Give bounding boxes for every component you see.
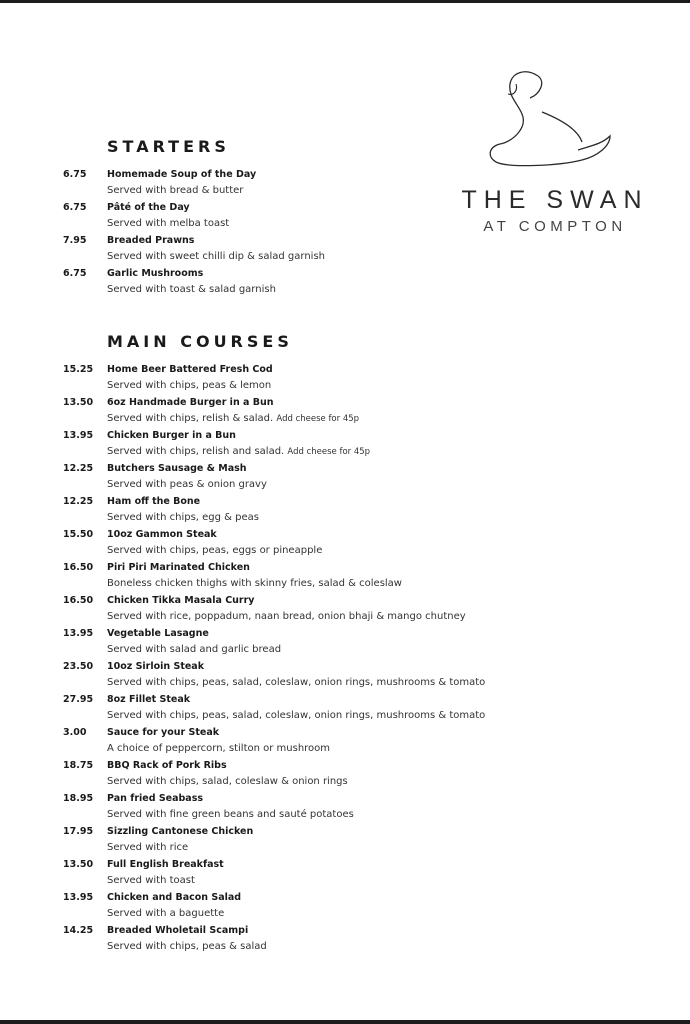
item-name: Ham off the Bone: [107, 496, 201, 507]
brand-name: THE SWAN: [461, 186, 649, 214]
item-price: 15.50: [63, 529, 94, 540]
menu-item: [0, 495, 690, 528]
item-description-line: [107, 413, 359, 424]
menu-item: [0, 792, 690, 825]
item-description: Boneless chicken thighs with skinny fries, salad & coleslaw: [107, 578, 402, 589]
item-name: Breaded Prawns: [107, 235, 195, 246]
item-description: Served with salad and garlic bread: [107, 644, 282, 655]
item-price: 13.50: [63, 397, 94, 408]
item-name: Breaded Wholetail Scampi: [107, 925, 249, 936]
item-note: Add cheese for 45p: [287, 447, 371, 457]
item-name: Chicken Tikka Masala Curry: [107, 595, 255, 606]
item-name: Piri Piri Marinated Chicken: [107, 562, 250, 573]
item-price: 12.25: [63, 463, 94, 474]
menu-item: [0, 924, 690, 957]
item-name: Pâté of the Day: [107, 202, 190, 213]
menu-item: [0, 660, 690, 693]
menu-item: [0, 858, 690, 891]
item-description: Served with toast: [107, 875, 195, 886]
menu-item: [0, 462, 690, 495]
item-description: Served with chips, peas & lemon: [107, 380, 272, 391]
item-description: Served with peas & onion gravy: [107, 479, 267, 490]
menu-item: [0, 891, 690, 924]
item-description: Served with bread & butter: [107, 185, 244, 196]
item-name: Chicken Burger in a Bun: [107, 430, 236, 441]
bottom-border: [0, 1020, 690, 1024]
item-note: Add cheese for 45p: [276, 414, 360, 424]
menu-item: [0, 363, 690, 396]
item-price: 13.95: [63, 430, 94, 441]
item-name: 6oz Handmade Burger in a Bun: [107, 397, 274, 408]
item-price: 7.95: [63, 235, 87, 246]
item-price: 12.25: [63, 496, 94, 507]
item-description: Served with fine green beans and sauté potatoes: [107, 809, 354, 820]
starters-heading: STARTERS: [107, 137, 230, 156]
item-price: 15.25: [63, 364, 94, 375]
item-description: Served with a baguette: [107, 908, 225, 919]
item-name: Vegetable Lasagne: [107, 628, 209, 639]
item-price: 18.95: [63, 793, 94, 804]
item-name: Chicken and Bacon Salad: [107, 892, 242, 903]
swan-icon: [478, 68, 618, 174]
starters-list: [0, 168, 690, 300]
item-description: Served with sweet chilli dip & salad garnish: [107, 251, 325, 262]
menu-item: [0, 825, 690, 858]
menu-item: [0, 267, 690, 300]
item-description: Served with chips, peas, eggs or pineapple: [107, 545, 323, 556]
item-name: Full English Breakfast: [107, 859, 224, 870]
item-name: 10oz Gammon Steak: [107, 529, 217, 540]
item-price: 6.75: [63, 202, 87, 213]
main-courses-list: [0, 363, 690, 957]
item-name: Pan fried Seabass: [107, 793, 204, 804]
item-price: 14.25: [63, 925, 94, 936]
item-name: Garlic Mushrooms: [107, 268, 204, 279]
menu-item: [0, 168, 690, 201]
item-price: 6.75: [63, 169, 87, 180]
main-courses-heading: MAIN COURSES: [107, 332, 293, 351]
item-description-line: [107, 446, 370, 457]
item-name: Homemade Soup of the Day: [107, 169, 257, 180]
menu-item: [0, 429, 690, 462]
item-name: BBQ Rack of Pork Ribs: [107, 760, 227, 771]
menu-item: [0, 234, 690, 267]
item-price: 13.95: [63, 628, 94, 639]
menu-item: [0, 693, 690, 726]
item-price: 23.50: [63, 661, 94, 672]
menu-item: [0, 528, 690, 561]
item-description: Served with chips, egg & peas: [107, 512, 259, 523]
item-description: Served with chips, relish and salad.: [107, 446, 285, 457]
item-name: Home Beer Battered Fresh Cod: [107, 364, 273, 375]
item-price: 13.50: [63, 859, 94, 870]
item-description: Served with chips, peas, salad, coleslaw, onion rings, mushrooms & tomato: [107, 677, 486, 688]
item-price: 17.95: [63, 826, 94, 837]
item-price: 13.95: [63, 892, 94, 903]
item-name: 10oz Sirloin Steak: [107, 661, 205, 672]
menu-item: [0, 726, 690, 759]
item-description: Served with rice: [107, 842, 189, 853]
item-price: 27.95: [63, 694, 94, 705]
item-description: Served with chips, relish & salad.: [107, 413, 274, 424]
item-description: A choice of peppercorn, stilton or mushroom: [107, 743, 331, 754]
menu-item: [0, 201, 690, 234]
menu-item: [0, 561, 690, 594]
item-description: Served with chips, peas & salad: [107, 941, 267, 952]
item-description: Served with rice, poppadum, naan bread, onion bhaji & mango chutney: [107, 611, 466, 622]
item-name: Sizzling Cantonese Chicken: [107, 826, 254, 837]
brand-location: AT COMPTON: [483, 218, 627, 235]
item-name: Butchers Sausage & Mash: [107, 463, 247, 474]
item-name: Sauce for your Steak: [107, 727, 220, 738]
item-price: 18.75: [63, 760, 94, 771]
item-price: 16.50: [63, 595, 94, 606]
top-border: [0, 0, 690, 3]
menu-item: [0, 594, 690, 627]
item-description: Served with melba toast: [107, 218, 230, 229]
item-description: Served with toast & salad garnish: [107, 284, 276, 295]
item-price: 6.75: [63, 268, 87, 279]
item-price: 16.50: [63, 562, 94, 573]
item-description: Served with chips, peas, salad, coleslaw, onion rings, mushrooms & tomato: [107, 710, 486, 721]
menu-item: [0, 396, 690, 429]
menu-item: [0, 759, 690, 792]
item-description: Served with chips, salad, coleslaw & onion rings: [107, 776, 348, 787]
item-name: 8oz Fillet Steak: [107, 694, 191, 705]
item-price: 3.00: [63, 727, 87, 738]
menu-item: [0, 627, 690, 660]
